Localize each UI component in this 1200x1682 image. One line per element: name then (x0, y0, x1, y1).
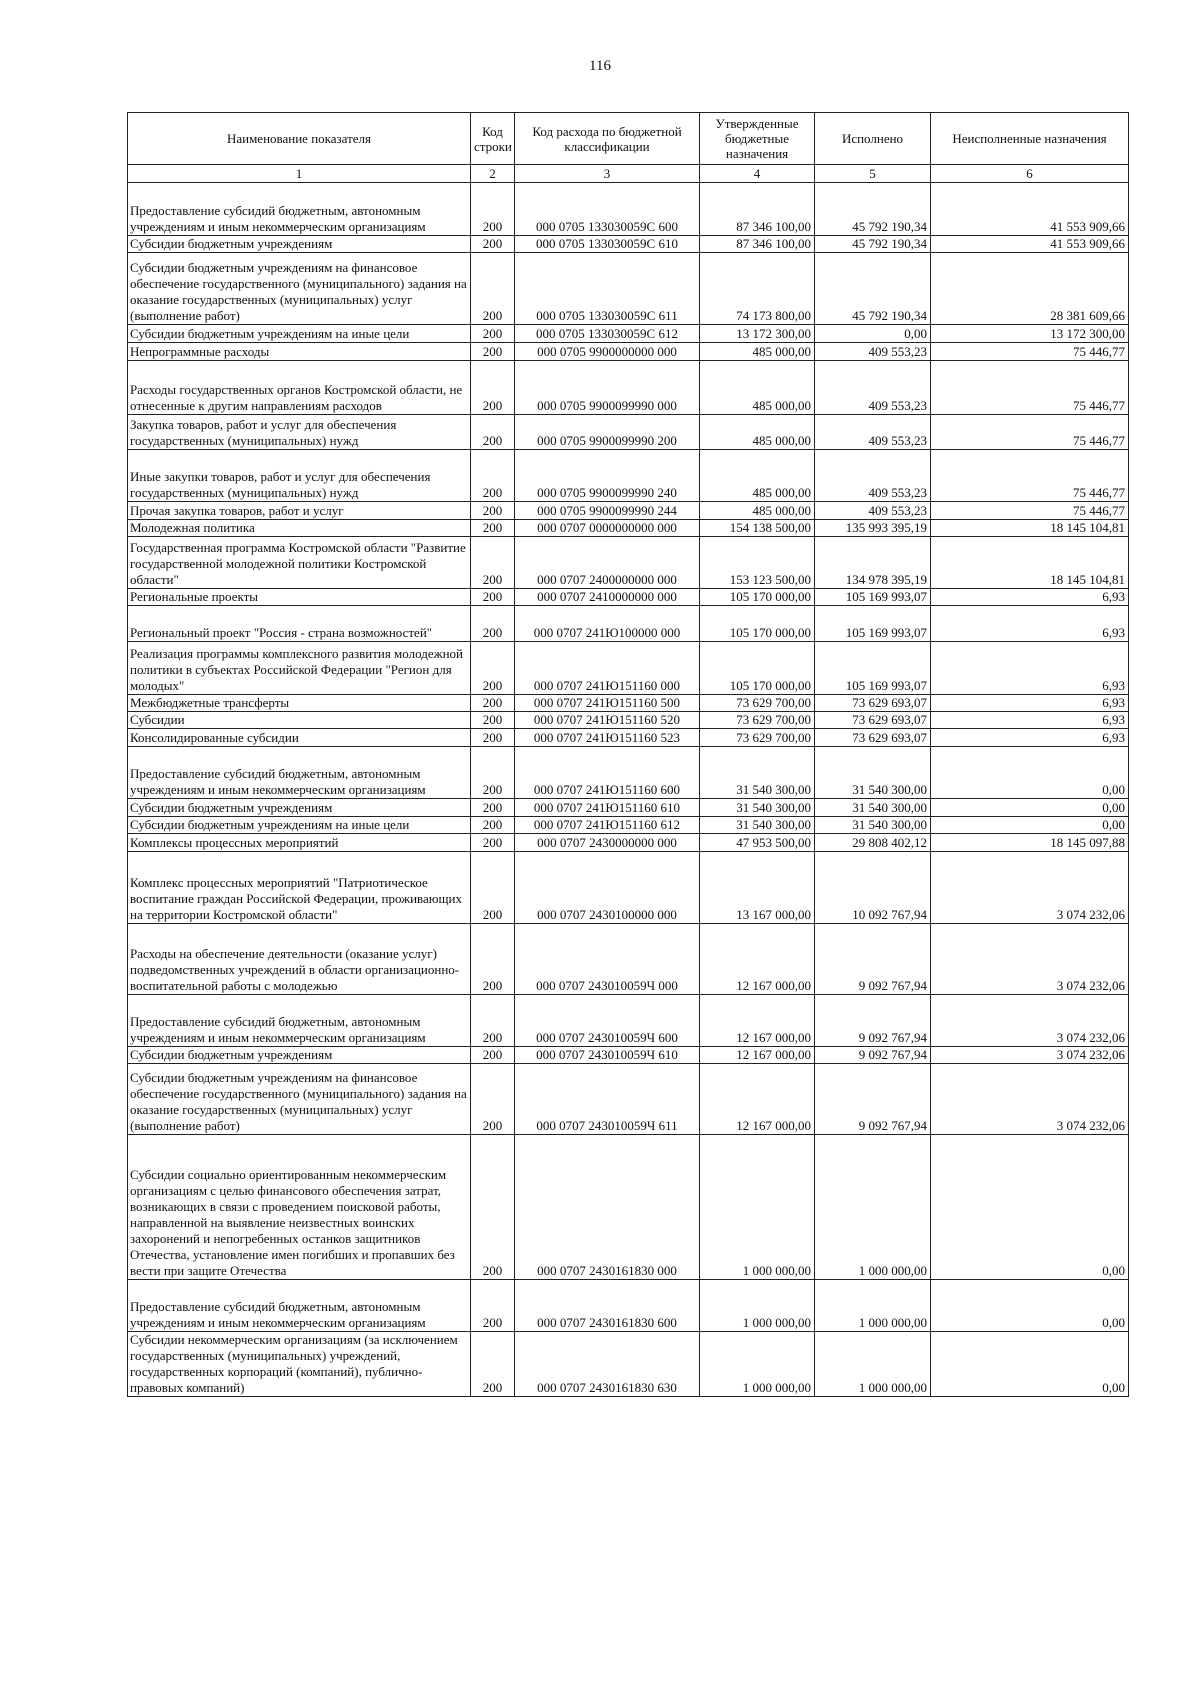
row-approved: 153 123 500,00 (700, 537, 815, 589)
row-executed: 1 000 000,00 (815, 1332, 931, 1397)
table-row (128, 817, 1129, 834)
row-executed: 31 540 300,00 (815, 747, 931, 799)
row-unexecuted: 6,93 (931, 589, 1129, 606)
row-approved: 87 346 100,00 (700, 183, 815, 236)
row-approved: 485 000,00 (700, 361, 815, 415)
row-unexecuted: 18 145 097,88 (931, 834, 1129, 852)
row-line-code: 200 (471, 1135, 515, 1280)
row-unexecuted: 0,00 (931, 1332, 1129, 1397)
row-line-code: 200 (471, 343, 515, 361)
table-row (128, 712, 1129, 729)
row-executed: 73 629 693,07 (815, 695, 931, 712)
budget-execution-table-container (127, 112, 1128, 1397)
row-name: Предоставление субсидий бюджетным, автономным учреждениям и иным некоммерческим организациям (128, 1280, 471, 1332)
row-line-code: 200 (471, 450, 515, 502)
row-unexecuted: 6,93 (931, 606, 1129, 642)
row-unexecuted: 75 446,77 (931, 361, 1129, 415)
row-name: Межбюджетные трансферты (128, 695, 471, 712)
row-approved: 12 167 000,00 (700, 924, 815, 995)
row-unexecuted: 6,93 (931, 695, 1129, 712)
row-name: Предоставление субсидий бюджетным, автономным учреждениям и иным некоммерческим организациям (128, 995, 471, 1047)
column-number: 6 (931, 165, 1129, 183)
row-budget-code: 000 0707 243010059Ч 611 (515, 1064, 700, 1135)
row-budget-code: 000 0707 241Ю151160 000 (515, 642, 700, 695)
row-executed: 45 792 190,34 (815, 183, 931, 236)
row-budget-code: 000 0707 0000000000 000 (515, 520, 700, 537)
table-row (128, 1047, 1129, 1064)
row-budget-code: 000 0707 2430000000 000 (515, 834, 700, 852)
row-name: Субсидии социально ориентированным некоммерческим организациям с целью финансового обеспечения затрат, возникающих в связи с проведением поисковой работы, направленной на выявление неизвестных воинских захоронений и непогребенных останков защитников Отечества, установление имен погибших и пропавших без вести при защите Отечества (128, 1135, 471, 1280)
row-executed: 409 553,23 (815, 361, 931, 415)
row-unexecuted: 75 446,77 (931, 502, 1129, 520)
table-row (128, 695, 1129, 712)
table-row (128, 537, 1129, 589)
row-executed: 409 553,23 (815, 502, 931, 520)
row-executed: 1 000 000,00 (815, 1135, 931, 1280)
row-name: Прочая закупка товаров, работ и услуг (128, 502, 471, 520)
row-budget-code: 000 0707 2430161830 000 (515, 1135, 700, 1280)
row-budget-code: 000 0707 241Ю151160 600 (515, 747, 700, 799)
row-executed: 45 792 190,34 (815, 253, 931, 325)
budget-execution-table (127, 112, 1129, 1397)
row-line-code: 200 (471, 183, 515, 236)
table-row (128, 799, 1129, 817)
column-number: 2 (471, 165, 515, 183)
row-executed: 9 092 767,94 (815, 1064, 931, 1135)
table-row (128, 606, 1129, 642)
row-budget-code: 000 0707 241Ю151160 520 (515, 712, 700, 729)
table-row (128, 183, 1129, 236)
row-unexecuted: 0,00 (931, 817, 1129, 834)
row-executed: 45 792 190,34 (815, 236, 931, 253)
row-line-code: 200 (471, 729, 515, 747)
row-approved: 31 540 300,00 (700, 817, 815, 834)
row-budget-code: 000 0705 133030059С 600 (515, 183, 700, 236)
row-name: Предоставление субсидий бюджетным, автономным учреждениям и иным некоммерческим организациям (128, 183, 471, 236)
column-number: 3 (515, 165, 700, 183)
row-budget-code: 000 0705 9900099990 000 (515, 361, 700, 415)
row-approved: 13 167 000,00 (700, 852, 815, 924)
row-line-code: 200 (471, 537, 515, 589)
header-approved: Утвержденные бюджетные назначения (700, 113, 815, 165)
row-approved: 13 172 300,00 (700, 325, 815, 343)
row-name: Субсидии бюджетным учреждениям на иные цели (128, 817, 471, 834)
row-approved: 485 000,00 (700, 415, 815, 450)
row-line-code: 200 (471, 606, 515, 642)
row-executed: 10 092 767,94 (815, 852, 931, 924)
row-approved: 12 167 000,00 (700, 1047, 815, 1064)
table-header (128, 113, 1129, 183)
row-executed: 105 169 993,07 (815, 606, 931, 642)
row-unexecuted: 3 074 232,06 (931, 1064, 1129, 1135)
row-unexecuted: 18 145 104,81 (931, 520, 1129, 537)
table-row (128, 415, 1129, 450)
row-unexecuted: 41 553 909,66 (931, 236, 1129, 253)
row-executed: 134 978 395,19 (815, 537, 931, 589)
table-row (128, 361, 1129, 415)
row-approved: 1 000 000,00 (700, 1280, 815, 1332)
row-name: Субсидии бюджетным учреждениям на иные цели (128, 325, 471, 343)
row-line-code: 200 (471, 924, 515, 995)
row-budget-code: 000 0707 243010059Ч 600 (515, 995, 700, 1047)
row-budget-code: 000 0707 241Ю151160 610 (515, 799, 700, 817)
header-name: Наименование показателя (128, 113, 471, 165)
row-executed: 1 000 000,00 (815, 1280, 931, 1332)
row-unexecuted: 0,00 (931, 1135, 1129, 1280)
row-approved: 105 170 000,00 (700, 606, 815, 642)
row-unexecuted: 75 446,77 (931, 415, 1129, 450)
row-unexecuted: 41 553 909,66 (931, 183, 1129, 236)
row-budget-code: 000 0705 9900000000 000 (515, 343, 700, 361)
table-row (128, 1280, 1129, 1332)
table-row (128, 520, 1129, 537)
header-executed: Исполнено (815, 113, 931, 165)
row-approved: 105 170 000,00 (700, 642, 815, 695)
column-number-row (128, 165, 1129, 183)
table-row (128, 325, 1129, 343)
row-line-code: 200 (471, 253, 515, 325)
row-line-code: 200 (471, 834, 515, 852)
table-row (128, 450, 1129, 502)
row-line-code: 200 (471, 361, 515, 415)
row-budget-code: 000 0705 9900099990 200 (515, 415, 700, 450)
header-row (128, 113, 1129, 165)
row-name: Субсидии бюджетным учреждениям (128, 1047, 471, 1064)
row-approved: 485 000,00 (700, 502, 815, 520)
row-executed: 73 629 693,07 (815, 729, 931, 747)
row-executed: 0,00 (815, 325, 931, 343)
table-row (128, 642, 1129, 695)
table-row (128, 834, 1129, 852)
row-unexecuted: 75 446,77 (931, 450, 1129, 502)
table-row (128, 1135, 1129, 1280)
row-budget-code: 000 0705 9900099990 244 (515, 502, 700, 520)
row-approved: 31 540 300,00 (700, 799, 815, 817)
row-line-code: 200 (471, 747, 515, 799)
row-budget-code: 000 0707 241Ю151160 612 (515, 817, 700, 834)
row-approved: 1 000 000,00 (700, 1332, 815, 1397)
row-executed: 29 808 402,12 (815, 834, 931, 852)
table-row (128, 236, 1129, 253)
row-line-code: 200 (471, 1064, 515, 1135)
row-budget-code: 000 0707 241Ю151160 500 (515, 695, 700, 712)
header-budget-code: Код расхода по бюджетной классификации (515, 113, 700, 165)
table-row (128, 502, 1129, 520)
row-executed: 409 553,23 (815, 415, 931, 450)
row-line-code: 200 (471, 712, 515, 729)
row-name: Субсидии бюджетным учреждениям на финансовое обеспечение государственного (муниципального) задания на оказание государственных (муниципальных) услуг (выполнение работ) (128, 1064, 471, 1135)
table-row (128, 852, 1129, 924)
table-row (128, 343, 1129, 361)
row-budget-code: 000 0707 241Ю100000 000 (515, 606, 700, 642)
row-executed: 31 540 300,00 (815, 799, 931, 817)
row-name: Иные закупки товаров, работ и услуг для обеспечения государственных (муниципальных) нужд (128, 450, 471, 502)
row-budget-code: 000 0705 133030059С 611 (515, 253, 700, 325)
row-unexecuted: 0,00 (931, 747, 1129, 799)
row-executed: 135 993 395,19 (815, 520, 931, 537)
column-number: 5 (815, 165, 931, 183)
row-line-code: 200 (471, 325, 515, 343)
row-executed: 105 169 993,07 (815, 589, 931, 606)
header-line-code: Код строки (471, 113, 515, 165)
row-name: Субсидии некоммерческим организациям (за исключением государственных (муниципальных) учреждений, государственных корпораций (компаний), публично-правовых компаний) (128, 1332, 471, 1397)
row-approved: 12 167 000,00 (700, 1064, 815, 1135)
row-unexecuted: 3 074 232,06 (931, 1047, 1129, 1064)
row-name: Субсидии бюджетным учреждениям (128, 236, 471, 253)
row-budget-code: 000 0707 243010059Ч 610 (515, 1047, 700, 1064)
row-unexecuted: 3 074 232,06 (931, 995, 1129, 1047)
column-number: 1 (128, 165, 471, 183)
row-name: Предоставление субсидий бюджетным, автономным учреждениям и иным некоммерческим организациям (128, 747, 471, 799)
row-budget-code: 000 0707 241Ю151160 523 (515, 729, 700, 747)
row-line-code: 200 (471, 502, 515, 520)
table-row (128, 747, 1129, 799)
page-number: 116 (589, 58, 611, 74)
row-line-code: 200 (471, 799, 515, 817)
table-row (128, 589, 1129, 606)
row-unexecuted: 18 145 104,81 (931, 537, 1129, 589)
row-line-code: 200 (471, 1332, 515, 1397)
row-approved: 73 629 700,00 (700, 729, 815, 747)
row-name: Региональный проект "Россия - страна возможностей" (128, 606, 471, 642)
row-unexecuted: 28 381 609,66 (931, 253, 1129, 325)
row-name: Региональные проекты (128, 589, 471, 606)
column-number: 4 (700, 165, 815, 183)
row-executed: 31 540 300,00 (815, 817, 931, 834)
table-row (128, 924, 1129, 995)
row-unexecuted: 0,00 (931, 799, 1129, 817)
row-name: Расходы государственных органов Костромской области, не отнесенные к другим направлениям расходов (128, 361, 471, 415)
row-name: Субсидии бюджетным учреждениям (128, 799, 471, 817)
row-line-code: 200 (471, 642, 515, 695)
row-unexecuted: 6,93 (931, 642, 1129, 695)
row-executed: 73 629 693,07 (815, 712, 931, 729)
row-budget-code: 000 0707 243010059Ч 000 (515, 924, 700, 995)
row-approved: 1 000 000,00 (700, 1135, 815, 1280)
row-approved: 485 000,00 (700, 343, 815, 361)
row-line-code: 200 (471, 817, 515, 834)
row-budget-code: 000 0707 2400000000 000 (515, 537, 700, 589)
row-executed: 409 553,23 (815, 450, 931, 502)
row-name: Комплекс процессных мероприятий "Патриотическое воспитание граждан Российской Федерации, проживающих на территории Костромской области" (128, 852, 471, 924)
row-unexecuted: 6,93 (931, 712, 1129, 729)
row-name: Государственная программа Костромской области "Развитие государственной молодежной политики Костромской области" (128, 537, 471, 589)
row-line-code: 200 (471, 1280, 515, 1332)
row-line-code: 200 (471, 415, 515, 450)
row-name: Субсидии (128, 712, 471, 729)
row-budget-code: 000 0705 9900099990 240 (515, 450, 700, 502)
row-executed: 409 553,23 (815, 343, 931, 361)
row-name: Консолидированные субсидии (128, 729, 471, 747)
row-name: Расходы на обеспечение деятельности (оказание услуг) подведомственных учреждений в области организационно-воспитательной работы с молодежью (128, 924, 471, 995)
row-name: Комплексы процессных мероприятий (128, 834, 471, 852)
table-body (128, 183, 1129, 1397)
row-approved: 485 000,00 (700, 450, 815, 502)
row-approved: 73 629 700,00 (700, 695, 815, 712)
row-unexecuted: 75 446,77 (931, 343, 1129, 361)
row-unexecuted: 3 074 232,06 (931, 924, 1129, 995)
row-line-code: 200 (471, 589, 515, 606)
row-executed: 9 092 767,94 (815, 1047, 931, 1064)
table-row (128, 1332, 1129, 1397)
row-approved: 31 540 300,00 (700, 747, 815, 799)
row-budget-code: 000 0705 133030059С 612 (515, 325, 700, 343)
row-line-code: 200 (471, 1047, 515, 1064)
row-executed: 9 092 767,94 (815, 924, 931, 995)
row-budget-code: 000 0707 2430161830 600 (515, 1280, 700, 1332)
row-line-code: 200 (471, 520, 515, 537)
row-name: Закупка товаров, работ и услуг для обеспечения государственных (муниципальных) нужд (128, 415, 471, 450)
row-budget-code: 000 0707 2430100000 000 (515, 852, 700, 924)
row-name: Непрограммные расходы (128, 343, 471, 361)
row-unexecuted: 6,93 (931, 729, 1129, 747)
row-approved: 47 953 500,00 (700, 834, 815, 852)
row-approved: 12 167 000,00 (700, 995, 815, 1047)
row-budget-code: 000 0705 133030059С 610 (515, 236, 700, 253)
row-line-code: 200 (471, 695, 515, 712)
header-unexecuted: Неисполненные назначения (931, 113, 1129, 165)
row-name: Реализация программы комплексного развития молодежной политики в субъектах Российской Федерации "Регион для молодых" (128, 642, 471, 695)
table-row (128, 995, 1129, 1047)
row-approved: 154 138 500,00 (700, 520, 815, 537)
row-unexecuted: 0,00 (931, 1280, 1129, 1332)
table-row (128, 253, 1129, 325)
row-line-code: 200 (471, 852, 515, 924)
row-approved: 74 173 800,00 (700, 253, 815, 325)
row-unexecuted: 3 074 232,06 (931, 852, 1129, 924)
row-budget-code: 000 0707 2430161830 630 (515, 1332, 700, 1397)
row-budget-code: 000 0707 2410000000 000 (515, 589, 700, 606)
row-executed: 105 169 993,07 (815, 642, 931, 695)
table-row (128, 1064, 1129, 1135)
table-row (128, 729, 1129, 747)
row-line-code: 200 (471, 995, 515, 1047)
row-name: Молодежная политика (128, 520, 471, 537)
row-approved: 87 346 100,00 (700, 236, 815, 253)
row-line-code: 200 (471, 236, 515, 253)
row-name: Субсидии бюджетным учреждениям на финансовое обеспечение государственного (муниципального) задания на оказание государственных (муниципальных) услуг (выполнение работ) (128, 253, 471, 325)
row-approved: 73 629 700,00 (700, 712, 815, 729)
row-unexecuted: 13 172 300,00 (931, 325, 1129, 343)
row-executed: 9 092 767,94 (815, 995, 931, 1047)
row-approved: 105 170 000,00 (700, 589, 815, 606)
